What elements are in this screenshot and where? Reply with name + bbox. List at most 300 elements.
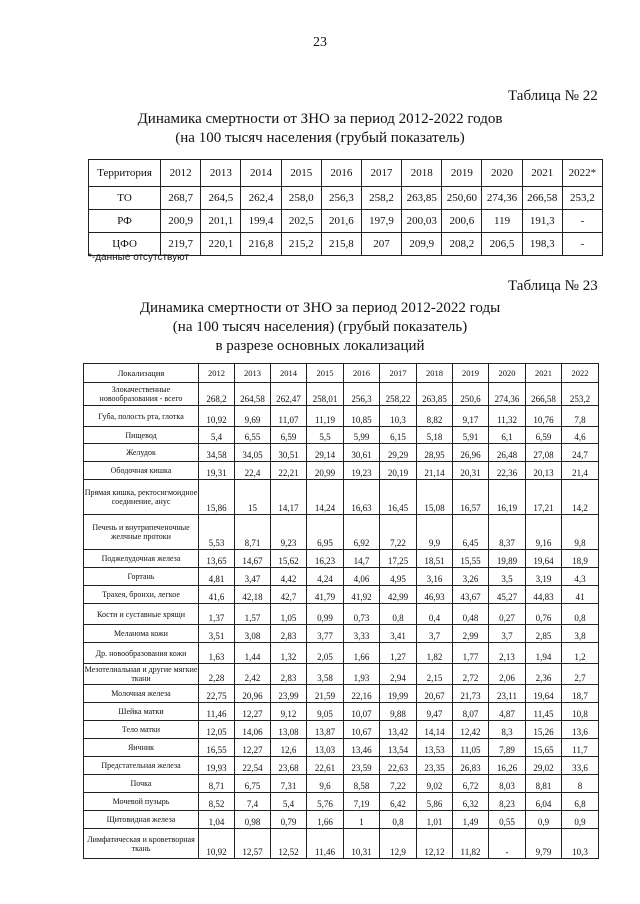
value-cell: 2,36 [526,664,562,685]
value-cell: 22,36 [489,462,526,480]
table-row [84,406,599,427]
value-cell: 0,9 [562,811,599,829]
value-cell: 6,42 [380,793,417,811]
column-header-year: 2019 [453,364,489,383]
value-cell: 2,06 [489,664,526,685]
value-cell: 4,06 [344,568,380,586]
value-cell: 3,77 [307,625,344,643]
value-cell: 256,3 [344,383,380,406]
value-cell: 9,88 [380,703,417,721]
value-cell: 43,67 [453,586,489,604]
row-label-cell: ТО [89,187,161,210]
value-cell: 1,44 [235,643,271,664]
value-cell: 22,16 [344,685,380,703]
value-cell: 34,05 [235,444,271,462]
table-22-label: Таблица № 22 [508,88,598,104]
value-cell: 200,9 [161,210,201,233]
value-cell: 30,51 [271,444,307,462]
value-cell: 8,82 [417,406,453,427]
value-cell: 16,45 [380,480,417,515]
column-header-year: 2019 [442,160,482,187]
value-cell: 7,8 [562,406,599,427]
value-cell: 258,22 [380,383,417,406]
value-cell: 8,07 [453,703,489,721]
value-cell: 20,19 [380,462,417,480]
value-cell: 13,46 [344,739,380,757]
value-cell: 1,04 [199,811,235,829]
value-cell: 19,99 [380,685,417,703]
column-header-year: 2013 [201,160,241,187]
value-cell: 15,86 [199,480,235,515]
row-label-cell: Мезотелиальная и другие мягкие ткани [84,665,198,683]
value-cell: 8,81 [526,775,562,793]
value-cell: 3,47 [235,568,271,586]
value-cell: 250,60 [442,187,482,210]
value-cell: 0,8 [380,811,417,829]
value-cell: 29,29 [380,444,417,462]
value-cell: 6,59 [526,427,562,444]
value-cell: 1,2 [562,643,599,664]
value-cell: 20,67 [417,685,453,703]
row-label-cell: Губа, полость рта, глотка [84,406,199,427]
value-cell: 6,55 [235,427,271,444]
value-cell: 11,45 [526,703,562,721]
table-row [84,757,599,775]
table-23-header-row [84,364,599,383]
row-label-cell: Пищевод [84,427,199,444]
value-cell: 13,53 [417,739,453,757]
table-row [84,664,599,685]
value-cell: 263,85 [417,383,453,406]
value-cell: 13,6 [562,721,599,739]
value-cell: 21,73 [453,685,489,703]
row-label-cell: Лимфатическая и кроветворная ткань [84,829,199,859]
value-cell: 7,22 [380,775,417,793]
value-cell: 3,7 [489,625,526,643]
value-cell: 45,27 [489,586,526,604]
value-cell: 4,42 [271,568,307,586]
value-cell: 4,24 [307,568,344,586]
value-cell: 16,57 [453,480,489,515]
value-cell: 19,64 [526,685,562,703]
table-row [84,515,599,550]
table-22-header-row [89,160,603,187]
value-cell: 29,02 [526,757,562,775]
value-cell: 14,67 [235,550,271,568]
value-cell: 5,4 [199,427,235,444]
value-cell: 2,15 [417,664,453,685]
value-cell: 9,69 [235,406,271,427]
row-label-cell: Поджелудочная железа [84,550,199,568]
value-cell: 13,65 [199,550,235,568]
value-cell: 18,9 [562,550,599,568]
column-header-year: 2013 [235,364,271,383]
value-cell: 22,4 [235,462,271,480]
value-cell: 1,94 [526,643,562,664]
value-cell: 12,27 [235,703,271,721]
value-cell: 12,42 [453,721,489,739]
value-cell: 10,31 [344,829,380,859]
value-cell: 250,6 [453,383,489,406]
value-cell: 13,08 [271,721,307,739]
table-23-title-line3: в разрезе основных локализаций [215,338,425,354]
value-cell: 274,36 [489,383,526,406]
value-cell: 14,2 [562,480,599,515]
value-cell: 198,3 [522,233,562,256]
value-cell: 6,59 [271,427,307,444]
value-cell: 10,92 [199,406,235,427]
value-cell: 11,46 [199,703,235,721]
table-row [84,444,599,462]
value-cell: 3,8 [562,625,599,643]
value-cell: 9,47 [417,703,453,721]
value-cell: 20,99 [307,462,344,480]
value-cell: 41 [562,586,599,604]
value-cell: 6,15 [380,427,417,444]
value-cell: 0,98 [235,811,271,829]
value-cell: 264,58 [235,383,271,406]
value-cell: 7,31 [271,775,307,793]
value-cell: 12,9 [380,829,417,859]
table-row [84,793,599,811]
value-cell: 268,7 [161,187,201,210]
value-cell: 41,92 [344,586,380,604]
row-label-cell: Ободочная кишка [84,462,199,480]
value-cell: 274,36 [482,187,522,210]
value-cell: 2,94 [380,664,417,685]
value-cell: 28,95 [417,444,453,462]
value-cell: 6,1 [489,427,526,444]
value-cell: 201,6 [321,210,361,233]
value-cell: 262,47 [271,383,307,406]
table-row [84,775,599,793]
value-cell: 9,9 [417,515,453,550]
value-cell: 18,7 [562,685,599,703]
value-cell: 0,48 [453,604,489,625]
value-cell: 8,3 [489,721,526,739]
table-row [84,550,599,568]
value-cell: 21,59 [307,685,344,703]
row-label-cell: Шейка матки [84,703,199,721]
value-cell: 46,93 [417,586,453,604]
table-row [84,739,599,757]
value-cell: 14,14 [417,721,453,739]
value-cell: 3,33 [344,625,380,643]
value-cell: 1,32 [271,643,307,664]
value-cell: 30,61 [344,444,380,462]
value-cell: 22,54 [235,757,271,775]
value-cell: 6,95 [307,515,344,550]
value-cell: 16,23 [307,550,344,568]
value-cell: 0,99 [307,604,344,625]
value-cell: 2,05 [307,643,344,664]
value-cell: - [489,829,526,859]
value-cell: 12,05 [199,721,235,739]
table-row [84,462,599,480]
row-label-cell: Меланома кожи [84,625,199,643]
value-cell: 5,91 [453,427,489,444]
value-cell: 19,89 [489,550,526,568]
value-cell: 3,5 [489,568,526,586]
value-cell: 6,8 [562,793,599,811]
row-label-cell: РФ [89,210,161,233]
column-header-year: 2021 [526,364,562,383]
value-cell: 15,62 [271,550,307,568]
value-cell: 44,83 [526,586,562,604]
value-cell: 8,23 [489,793,526,811]
value-cell: 15 [235,480,271,515]
value-cell: 9,12 [271,703,307,721]
value-cell: 7,19 [344,793,380,811]
value-cell: 191,3 [522,210,562,233]
value-cell: 201,1 [201,210,241,233]
value-cell: 23,35 [417,757,453,775]
value-cell: 16,19 [489,480,526,515]
value-cell: 1,37 [199,604,235,625]
table-row [84,427,599,444]
column-header-year: 2017 [380,364,417,383]
value-cell: 207 [361,233,401,256]
value-cell: 4,81 [199,568,235,586]
value-cell: 19,93 [199,757,235,775]
table-22-title-line1: Динамика смертности от ЗНО за период 2012-2022 годов [137,111,503,127]
value-cell: 11,7 [562,739,599,757]
value-cell: 6,32 [453,793,489,811]
value-cell: 4,6 [562,427,599,444]
row-label-cell: Яичник [84,739,199,757]
value-cell: 258,01 [307,383,344,406]
value-cell: 215,2 [281,233,321,256]
value-cell: 11,82 [453,829,489,859]
value-cell: 15,55 [453,550,489,568]
value-cell: 21,14 [417,462,453,480]
value-cell: 13,42 [380,721,417,739]
value-cell: 4,3 [562,568,599,586]
value-cell: 266,58 [526,383,562,406]
value-cell: 0,73 [344,604,380,625]
column-header-year: 2021 [522,160,562,187]
value-cell: 253,2 [562,187,602,210]
value-cell: 10,8 [562,703,599,721]
value-cell: 0,9 [526,811,562,829]
value-cell: 26,48 [489,444,526,462]
value-cell: 42,7 [271,586,307,604]
value-cell: 253,2 [562,383,599,406]
value-cell: 9,17 [453,406,489,427]
value-cell: 2,99 [453,625,489,643]
table-row [89,210,603,233]
column-header-year: 2012 [199,364,235,383]
value-cell: 0,79 [271,811,307,829]
value-cell: 7,4 [235,793,271,811]
value-cell: 262,4 [241,187,281,210]
table-row [84,721,599,739]
value-cell: 3,58 [307,664,344,685]
value-cell: 258,2 [361,187,401,210]
value-cell: 8,37 [489,515,526,550]
column-header-year: 2018 [402,160,442,187]
value-cell: 1,66 [344,643,380,664]
column-header-year: 2016 [344,364,380,383]
column-header-year: 2020 [489,364,526,383]
value-cell: 3,16 [417,568,453,586]
value-cell: 14,24 [307,480,344,515]
value-cell: 22,63 [380,757,417,775]
value-cell: 1,01 [417,811,453,829]
column-header-year: 2012 [161,160,201,187]
value-cell: 256,3 [321,187,361,210]
value-cell: 42,18 [235,586,271,604]
value-cell: 209,9 [402,233,442,256]
value-cell: 10,67 [344,721,380,739]
value-cell: 13,54 [380,739,417,757]
value-cell: 10,3 [562,829,599,859]
table-row [84,829,599,859]
value-cell: 1 [344,811,380,829]
value-cell: 8 [562,775,599,793]
column-header-year: 2022 [562,364,599,383]
value-cell: 9,23 [271,515,307,550]
value-cell: 0,8 [380,604,417,625]
value-cell: 197,9 [361,210,401,233]
value-cell: 8,03 [489,775,526,793]
value-cell: 5,4 [271,793,307,811]
value-cell: 263,85 [402,187,442,210]
value-cell: 12,57 [235,829,271,859]
value-cell: 9,79 [526,829,562,859]
value-cell: 220,1 [201,233,241,256]
value-cell: 2,7 [562,664,599,685]
table-22-note: *-данные отсутствуют [88,252,190,263]
table-row [84,811,599,829]
value-cell: 17,25 [380,550,417,568]
value-cell: 26,83 [453,757,489,775]
table-row [84,643,599,664]
value-cell: 1,66 [307,811,344,829]
value-cell: 5,18 [417,427,453,444]
table-row [84,604,599,625]
value-cell: 6,72 [453,775,489,793]
table-22 [88,159,603,256]
value-cell: 16,55 [199,739,235,757]
table-row [84,586,599,604]
value-cell: 8,52 [199,793,235,811]
value-cell: - [562,210,602,233]
value-cell: 3,26 [453,568,489,586]
value-cell: 7,22 [380,515,417,550]
value-cell: 9,8 [562,515,599,550]
table-row [84,568,599,586]
value-cell: 0,27 [489,604,526,625]
value-cell: 5,76 [307,793,344,811]
value-cell: 0,76 [526,604,562,625]
table-row [84,480,599,515]
value-cell: 16,26 [489,757,526,775]
value-cell: 0,55 [489,811,526,829]
value-cell: 5,86 [417,793,453,811]
table-23-title-line2: (на 100 тысяч населения) (грубый показатель) [172,319,468,335]
value-cell: 23,59 [344,757,380,775]
column-header-year: 2022* [562,160,602,187]
value-cell: 19,23 [344,462,380,480]
column-header-year: 2015 [307,364,344,383]
value-cell: 216,8 [241,233,281,256]
value-cell: 1,93 [344,664,380,685]
page-number: 23 [313,35,327,50]
table-23 [83,363,599,859]
value-cell: 13,87 [307,721,344,739]
value-cell: 18,51 [417,550,453,568]
column-header-year: 2016 [321,160,361,187]
value-cell: 12,52 [271,829,307,859]
table-row [84,383,599,406]
value-cell: 10,85 [344,406,380,427]
value-cell: 11,32 [489,406,526,427]
value-cell: 8,58 [344,775,380,793]
value-cell: 19,64 [526,550,562,568]
row-label-cell: Молочная железа [84,685,199,703]
value-cell: 9,6 [307,775,344,793]
value-cell: 13,03 [307,739,344,757]
value-cell: 119 [482,210,522,233]
value-cell: 10,07 [344,703,380,721]
value-cell: 3,7 [417,625,453,643]
value-cell: 33,6 [562,757,599,775]
value-cell: 8,71 [235,515,271,550]
value-cell: 41,6 [199,586,235,604]
value-cell: 202,5 [281,210,321,233]
value-cell: 22,21 [271,462,307,480]
value-cell: 23,68 [271,757,307,775]
row-label-cell: Кости и суставные хрящи [84,604,199,625]
value-cell: 9,05 [307,703,344,721]
value-cell: 2,83 [271,664,307,685]
row-label-cell: Прямая кишка, ректосигмоидное соединение, анус [84,480,199,515]
value-cell: 10,92 [199,829,235,859]
value-cell: 2,28 [199,664,235,685]
row-label-cell: Печень и внутрипеченочные желчные протоки [84,515,199,550]
value-cell: 2,72 [453,664,489,685]
value-cell: 11,46 [307,829,344,859]
value-cell: 266,58 [522,187,562,210]
table-23-label: Таблица № 23 [508,278,598,294]
value-cell: 10,76 [526,406,562,427]
value-cell: 3,08 [235,625,271,643]
value-cell: 0,4 [417,604,453,625]
value-cell: 5,99 [344,427,380,444]
value-cell: 1,05 [271,604,307,625]
value-cell: 22,75 [199,685,235,703]
column-header-year: 2017 [361,160,401,187]
value-cell: 20,13 [526,462,562,480]
row-label-cell: Тело матки [84,721,199,739]
value-cell: 12,27 [235,739,271,757]
value-cell: 1,49 [453,811,489,829]
column-header-year: 2014 [271,364,307,383]
value-cell: 15,65 [526,739,562,757]
column-header-year: 2018 [417,364,453,383]
row-label-cell: Почка [84,775,199,793]
value-cell: 27,08 [526,444,562,462]
value-cell: 34,58 [199,444,235,462]
value-cell: 23,99 [271,685,307,703]
row-label-cell: Злокачественные новообразования - всего [84,383,199,406]
table-row [84,685,599,703]
value-cell: 6,04 [526,793,562,811]
column-header-year: 2014 [241,160,281,187]
value-cell: 2,13 [489,643,526,664]
value-cell: 41,79 [307,586,344,604]
